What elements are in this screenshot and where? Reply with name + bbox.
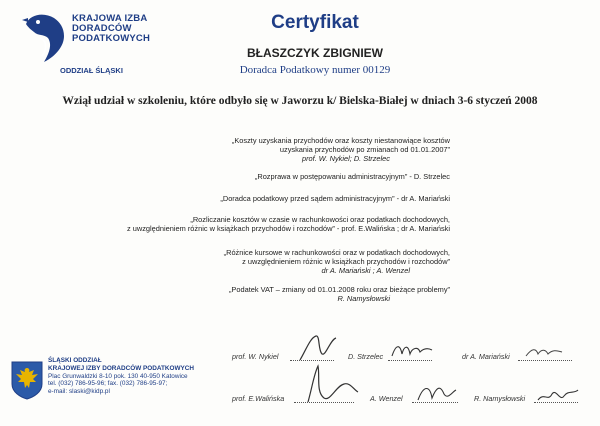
course-5-line-2: z uwzględnieniem różnic w książkach przychodów i rozchodów” — [242, 257, 450, 267]
course-3 — [220, 194, 450, 203]
course-5-speakers: dr A. Mariański ; A. Wenzel — [321, 266, 410, 276]
course-1-line-1: „Koszty uzyskania przychodów oraz koszty niestanowiące kosztów — [231, 136, 450, 145]
footer-line-5: e-mail: slaski@kidp.pl — [48, 388, 110, 396]
course-6-speakers: R. Namysłowski — [337, 294, 390, 304]
signature-label-marianski: dr A. Mariański — [462, 352, 510, 361]
recipient-name: BŁASZCZYK ZBIGNIEW — [247, 46, 383, 60]
signature-label-strzelec: D. Strzelec — [348, 352, 384, 361]
signature-label-walinska: prof. E.Walińska — [232, 394, 285, 403]
footer-line-3: Plac Grunwaldzki 8-10 pok. 130 40-950 Katowice — [48, 372, 188, 380]
handwritten-signature-wenzel — [414, 380, 458, 404]
recipient-role: Doradca Podatkowy numer 00129 — [239, 64, 391, 76]
logo-line-2: DORADCÓW — [72, 23, 132, 34]
course-4-line-2: z uwzględnieniem różnic w książkach przychodów i rozchodów” - prof. E.Walińska ; dr A. Mariański — [127, 224, 450, 234]
logo-branch: ODDZIAŁ ŚLĄSKI — [60, 66, 123, 75]
footer-line-1: ŚLĄSKI ODDZIAŁ — [48, 357, 102, 364]
handwritten-signature-strzelec — [390, 340, 434, 360]
signature-label-nykiel: prof. W. Nykiel — [232, 352, 279, 361]
course-4-line-1: „Rozliczanie kosztów w czasie w rachunkowości oraz podatkach dochodowych, — [190, 215, 450, 224]
handwritten-signature-walinska — [300, 362, 360, 404]
course-2 — [255, 172, 450, 181]
course-5 — [224, 248, 450, 276]
handwritten-signature-nykiel — [296, 330, 340, 364]
signature-label-wenzel: A. Wenzel — [370, 394, 403, 403]
course-5-line-1: „Różnice kursowe w rachunkowości oraz w podatkach dochodowych, — [223, 248, 450, 257]
course-6-line-1: „Podatek VAT – zmiany od 01.01.2008 roku oraz bieżące problemy” — [228, 285, 450, 294]
course-1-speakers: prof. W. Nykiel; D. Strzelec — [301, 154, 390, 164]
certificate-title: Certyfikat — [271, 12, 359, 33]
course-2-line-1: „Rozprawa w postępowaniu administracyjnym” - D. Strzelec — [254, 172, 450, 181]
logo-line-3: PODATKOWYCH — [72, 33, 151, 44]
training-statement: Wziął udział w szkoleniu, które odbyło się w Jaworzu k/ Bielska-Białej w dniach 3-6 styczeń 2008 — [62, 95, 538, 107]
course-1-line-2: uzyskania przychodów po zmianach od 01.01.2007” — [279, 145, 450, 155]
handwritten-signature-marianski — [524, 344, 564, 360]
handwritten-signature-namyslowski — [536, 386, 580, 406]
course-4 — [127, 215, 450, 233]
silesia-crest-icon — [10, 360, 44, 400]
course-6 — [229, 285, 450, 303]
signature-label-namyslowski: R. Namysłowski — [474, 394, 526, 403]
course-1 — [232, 136, 450, 164]
signature-line-strzelec — [388, 360, 432, 361]
footer-line-2: KRAJOWEJ IZBY DORADCÓW PODATKOWYCH — [48, 364, 195, 372]
logo-line-1: KRAJOWA IZBA — [72, 13, 148, 24]
course-3-line-1: „Doradca podatkowy przed sądem administracyjnym” - dr A. Mariański — [220, 194, 450, 203]
footer-line-4: tel. (032) 786-95-96; fax. (032) 786-95-97; — [48, 380, 168, 388]
footer-organization — [48, 357, 194, 396]
signature-line-marianski — [518, 360, 572, 361]
